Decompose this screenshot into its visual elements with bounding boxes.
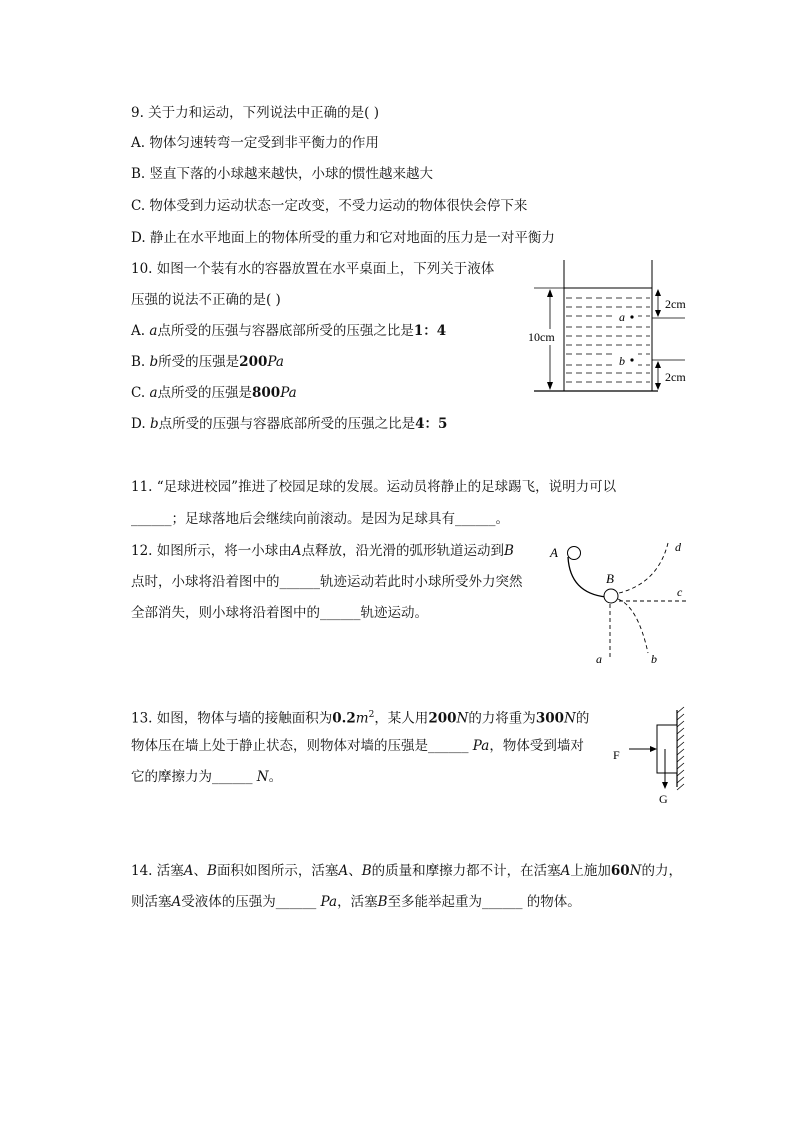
q14-line1: 14. 活塞A、B面积如图所示，活塞A、B的质量和摩擦力都不计，在活塞A上施加60N的力，: [131, 863, 682, 879]
q10-point-a-dot: [630, 315, 633, 318]
q12-line2: 点时，小球将沿着图中的______轨迹运动若此时小球所受外力突然: [131, 574, 523, 590]
q10-option-a: A. a点所受的压强与容器底部所受的压强之比是1：4: [131, 323, 447, 339]
q14-line2: 则活塞A受液体的压强为______ Pa，活塞B至多能举起重为______ 的物体。: [131, 894, 581, 910]
q13-line3: 它的摩擦力为______ N。: [131, 769, 283, 785]
q9-option-b: B. 竖直下落的小球越来越快，小球的惯性越来越大: [131, 166, 434, 182]
q9-option-a: A. 物体匀速转弯一定受到非平衡力的作用: [131, 135, 379, 151]
q12-label-a: a: [596, 652, 602, 666]
q9-option-d: D. 静止在水平地面上的物体所受的重力和它对地面的压力是一对平衡力: [131, 230, 555, 246]
q10-point-b-dot: [630, 358, 633, 361]
q10-label-top-2cm: 2cm: [665, 297, 686, 311]
q12-label-d: d: [675, 540, 681, 554]
q10-container-figure: [520, 255, 720, 400]
q13-line2: 物体压在墙上处于静止状态，则物体对墙的压强是______ Pa，物体受到墙对: [131, 738, 584, 754]
q12-line1: 12. 如图所示，将一小球由A点释放，沿光滑的弧形轨道运动到B: [131, 543, 514, 559]
q12-label-b: b: [651, 652, 657, 666]
q11-line1: 11. “足球进校园”推进了校园足球的发展。运动员将静止的足球踢飞，说明力可以: [131, 479, 617, 495]
q10-stem-line1: 10. 如图一个装有水的容器放置在水平桌面上，下列关于液体: [131, 261, 495, 277]
q10-label-10cm: 10cm: [528, 330, 555, 344]
q10-option-d: D. b点所受的压强与容器底部所受的压强之比是4：5: [131, 416, 448, 432]
q13-wall-figure: [605, 705, 695, 810]
q12-label-A: A: [550, 545, 558, 560]
q13-label-G: G: [659, 792, 668, 806]
q11-line2: ______；足球落地后会继续向前滚动。是因为足球具有______。: [131, 511, 509, 527]
q13-line1: 13. 如图，物体与墙的接触面积为$0.2m^2$，某人用200N的力将重为300N的: [131, 710, 590, 727]
q9-stem: 9. 关于力和运动，下列说法中正确的是( ): [131, 105, 379, 121]
q12-line3: 全部消失，则小球将沿着图中的______轨迹运动。: [131, 605, 428, 621]
q12-label-c: c: [677, 585, 683, 599]
q9-option-c: C. 物体受到力运动状态一定改变，不受力运动的物体很快会停下来: [131, 198, 528, 214]
q10-stem-line2: 压强的说法不正确的是( ): [131, 292, 281, 308]
q10-point-a-label: a: [619, 310, 625, 324]
q10-option-b: B. b所受的压强是200Pa: [131, 354, 284, 370]
q12-label-B: B: [606, 571, 614, 586]
q10-label-bottom-2cm: 2cm: [665, 370, 686, 384]
q13-label-F: F: [613, 748, 620, 762]
q10-point-b-label: b: [619, 354, 625, 368]
q10-option-c: C. a点所受的压强是800Pa: [131, 385, 297, 401]
q12-track-figure: [540, 535, 700, 670]
